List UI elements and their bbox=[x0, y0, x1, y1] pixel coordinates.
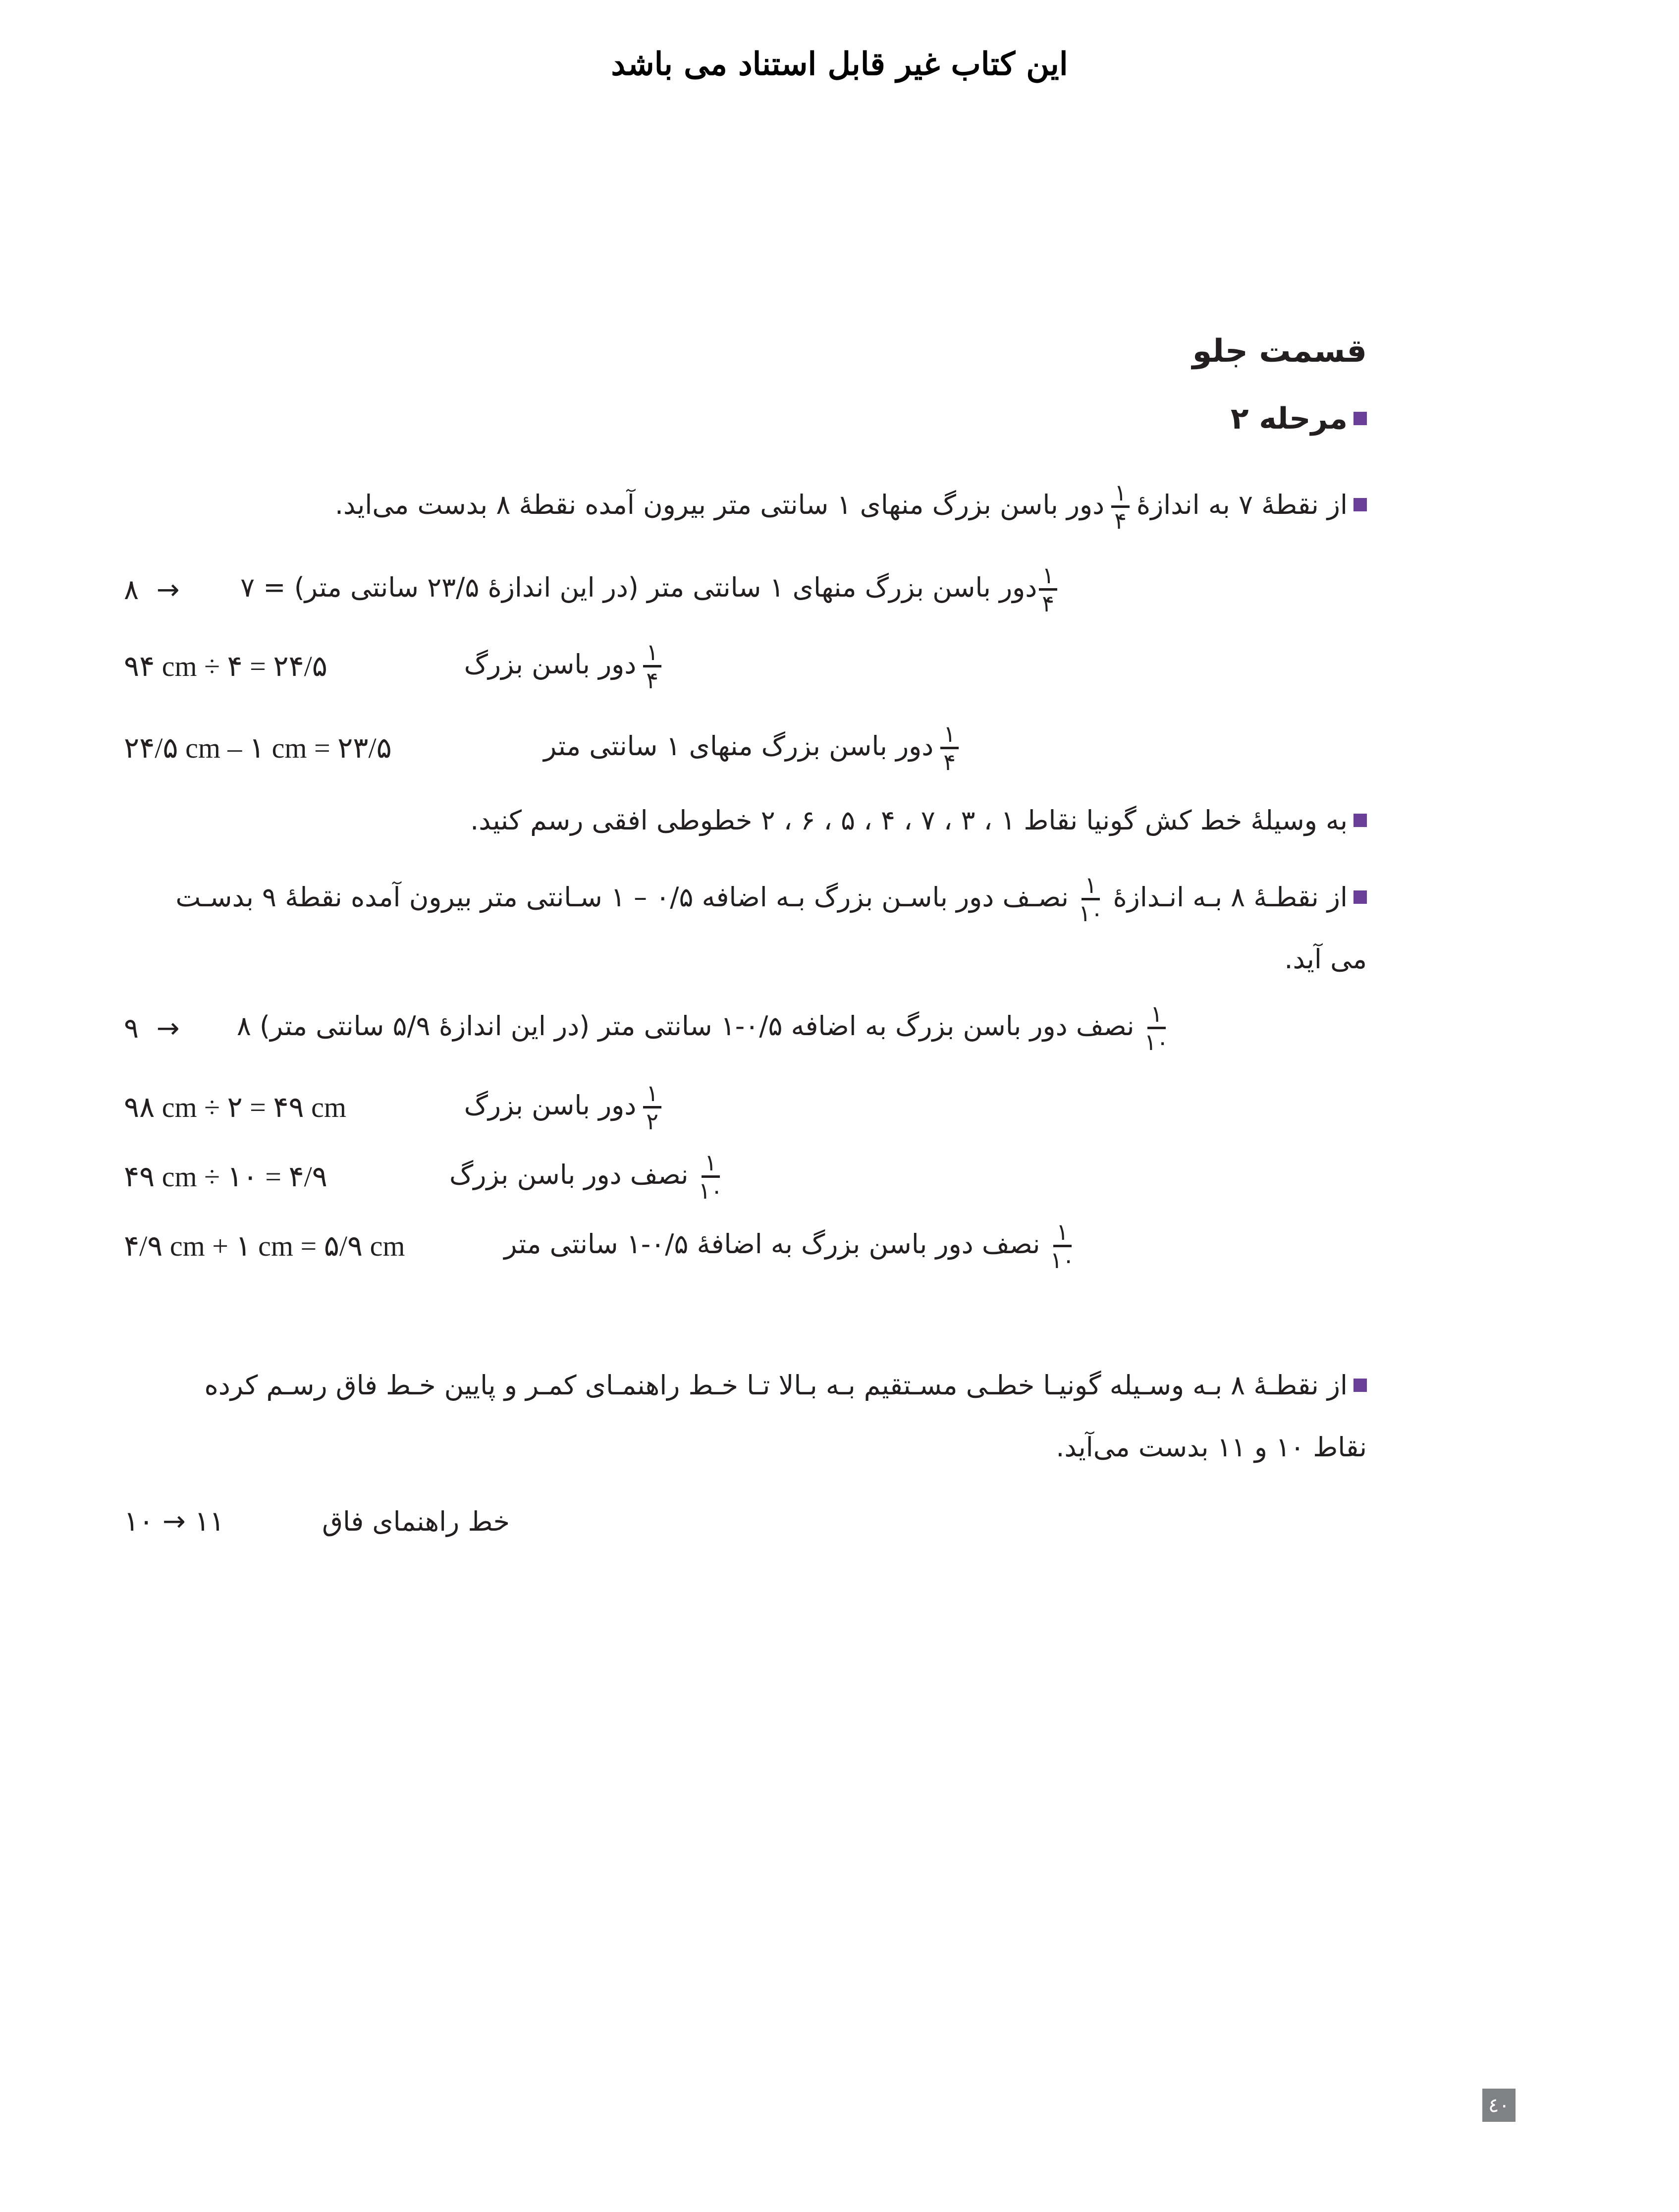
equation-7-calc: ۴/۹ cm + ۱ cm = ۵/۹ cm bbox=[124, 1230, 405, 1262]
paragraph-text: از نقطهٔ ۷ به اندازهٔ bbox=[1136, 489, 1348, 521]
paragraph-3 bbox=[175, 872, 1367, 926]
fraction: $\frac{۱}{۴}$ bbox=[1039, 562, 1057, 616]
equation-8-label: خط راهنمای فاق bbox=[322, 1506, 510, 1537]
paragraph-4 bbox=[204, 1368, 1367, 1403]
bullet-square-icon bbox=[1354, 890, 1367, 904]
equation-6-calc: ۴۹ cm ÷ ۱۰ = ۴/۹ bbox=[124, 1161, 327, 1193]
document-banner: این کتاب غیر قابل استناد می باشد bbox=[611, 46, 1068, 83]
equation-1-result: ۸ → bbox=[124, 574, 180, 606]
equation-4-result: ۹ → bbox=[124, 1012, 180, 1045]
fraction: $\frac{۱}{۱۰}$ bbox=[1144, 1000, 1169, 1055]
equation-3-label: $\frac{۱}{۴}$ دور باسن بزرگ منهای ۱ سانتی متر bbox=[543, 721, 966, 775]
fraction: $\frac{۱}{۴}$ bbox=[1111, 480, 1130, 534]
equation-7-label: $\frac{۱}{۱۰}$ نصف دور باسن بزرگ به اضافهٔ ۰/۵-۱ سانتی متر bbox=[504, 1219, 1084, 1273]
fraction: $\frac{۱}{۲}$ bbox=[643, 1080, 661, 1134]
paragraph-4-continued: نقاط ۱۰ و ۱۱ بدست می‌آید. bbox=[1056, 1432, 1367, 1463]
equation-8-calc: ۱۱ → ۱۰ bbox=[124, 1505, 224, 1538]
equation-5-label: $\frac{۱}{۲}$ دور باسن بزرگ bbox=[464, 1080, 668, 1134]
step-title bbox=[1231, 401, 1367, 436]
paragraph-text: به وسیلهٔ خط کش گونیا نقاط ۱ ، ۳ ، ۷ ، ۴ ، ۵ ، ۶ ، ۲ خطوطی افقی رسم کنید. bbox=[470, 805, 1348, 836]
equation-3-calc: ۲۴/۵ cm – ۱ cm = ۲۳/۵ bbox=[124, 732, 392, 764]
fraction: $\frac{۱}{۱۰}$ bbox=[698, 1149, 723, 1204]
paragraph-2 bbox=[470, 803, 1367, 838]
equation-4-label: $\frac{۱}{۱۰}$ نصف دور باسن بزرگ به اضافه ۰/۵-۱ سانتی متر (در این اندازهٔ ۵/۹ سانتی متر) ۸ bbox=[237, 1001, 1179, 1055]
page-number: ٤٠ bbox=[1482, 2089, 1516, 2122]
paragraph-text: دور باسن بزرگ منهای ۱ سانتی متر بیرون آمده نقطهٔ ۸ بدست می‌اید. bbox=[334, 489, 1105, 521]
fraction: $\frac{۱}{۱۰}$ bbox=[1050, 1218, 1075, 1273]
arrow-right-icon: → bbox=[156, 574, 180, 606]
equation-2-calc: ۹۴ cm ÷ ۴ = ۲۴/۵ bbox=[124, 650, 327, 682]
arrow-right-icon: → bbox=[156, 1012, 180, 1045]
equation-1-label: $\frac{۱}{۴}$ دور باسن بزرگ منهای ۱ سانتی متر (در این اندازهٔ ۲۳/۵ سانتی متر) = ۷ bbox=[240, 562, 1057, 616]
paragraph-1 bbox=[335, 480, 1367, 534]
paragraph-text: نصـف دور باسـن بزرگ بـه اضافه ۰/۵ – ۱ سـانتی متر بیرون آمده نقطهٔ ۹ بدسـت bbox=[175, 882, 1069, 913]
bullet-square-icon bbox=[1354, 814, 1367, 827]
paragraph-3-continued: می آید. bbox=[1284, 943, 1367, 975]
equation-5-calc: ۹۸ cm ÷ ۲ = ۴۹ cm bbox=[124, 1091, 347, 1123]
bullet-square-icon bbox=[1354, 1379, 1367, 1392]
paragraph-text: از نقطـهٔ ۸ بـه وسـیله گونیـا خطـی مسـتقیم بـه بـالا تـا خـط راهنمـای کمـر و پایین خـط فاق رسـم کرده bbox=[204, 1370, 1348, 1401]
fraction: $\frac{۱}{۴}$ bbox=[940, 721, 959, 775]
paragraph-text: از نقطـهٔ ۸ بـه انـدازهٔ bbox=[1113, 882, 1348, 913]
step-title-text: مرحله ۲ bbox=[1230, 401, 1348, 436]
bullet-square-icon bbox=[1354, 498, 1367, 511]
bullet-square-icon bbox=[1354, 412, 1367, 425]
fraction: $\frac{۱}{۴}$ bbox=[643, 639, 661, 693]
equation-6-label: $\frac{۱}{۱۰}$ نصف دور باسن بزرگ bbox=[449, 1150, 733, 1204]
fraction: $\frac{۱}{۱۰}$ bbox=[1079, 872, 1103, 927]
section-title: قسمت جلو bbox=[1192, 333, 1367, 370]
equation-2-label: $\frac{۱}{۴}$ دور باسن بزرگ bbox=[464, 639, 668, 693]
